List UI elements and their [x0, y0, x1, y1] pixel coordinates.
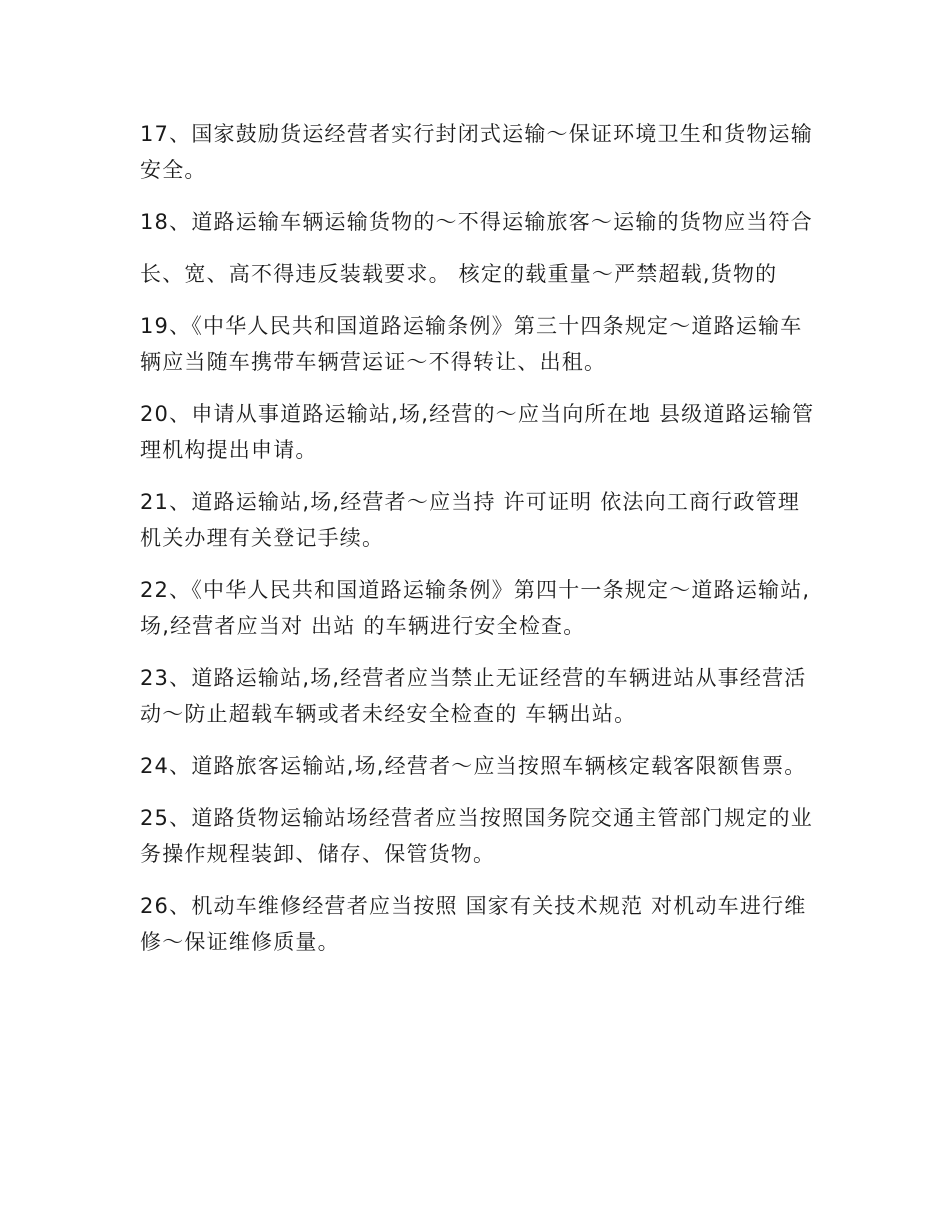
paragraph-23: 23、道路运输站,场,经营者应当禁止无证经营的车辆进站从事经营活动～防止超载车辆或者未经安全检查的 车辆出站。	[140, 666, 807, 726]
paragraph-21: 21、道路运输站,场,经营者～应当持 许可证明 依法向工商行政管理机关办理有关登记手续。	[140, 490, 801, 550]
paragraph-17: 17、国家鼓励货运经营者实行封闭式运输～保证环境卫生和货物运输安全。	[140, 122, 813, 182]
paragraph-20: 20、申请从事道路运输站,场,经营的～应当向所在地 县级道路运输管理机构提出申请。	[140, 402, 815, 462]
paragraph-26: 26、机动车维修经营者应当按照 国家有关技术规范 对机动车进行维修～保证维修质量。	[140, 894, 807, 954]
paragraph-25: 25、道路货物运输站场经营者应当按照国务院交通主管部门规定的业务操作规程装卸、储存、保管货物。	[140, 806, 813, 866]
paragraph-24: 24、道路旅客运输站,场,经营者～应当按照车辆核定载客限额售票。	[140, 754, 807, 778]
paragraph-18: 18、道路运输车辆运输货物的～不得运输旅客～运输的货物应当符合	[140, 210, 813, 234]
paragraph-18-continued: 长、宽、高不得违反装载要求。 核定的载重量～严禁超载,货物的	[140, 262, 778, 286]
paragraph-22: 22、《中华人民共和国道路运输条例》第四十一条规定～道路运输站,场,经营者应当对 出站 的车辆进行安全检查。	[140, 578, 811, 638]
paragraph-19: 19、《中华人民共和国道路运输条例》第三十四条规定～道路运输车辆应当随车携带车辆营运证～不得转让、出租。	[140, 314, 803, 374]
document-body	[140, 116, 820, 976]
